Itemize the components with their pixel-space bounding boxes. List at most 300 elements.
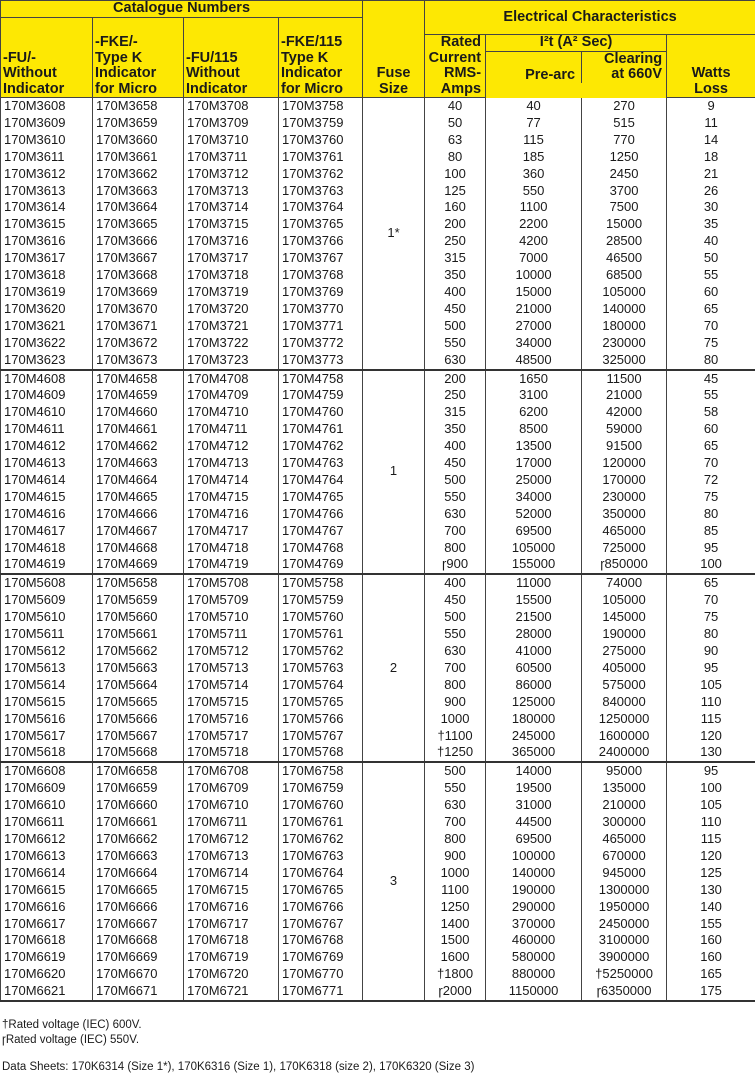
fu115-catalogue-cell: 170M4715 [184, 489, 279, 506]
fu115-catalogue-cell: 170M4719 [184, 556, 279, 574]
watts-loss-cell: 130 [667, 882, 755, 899]
fu115-catalogue-cell: 170M4716 [184, 506, 279, 523]
clearing-cell: 3100000 [582, 932, 667, 949]
pre-arc-cell: 4200 [486, 233, 582, 250]
fu-catalogue-cell: 170M4612 [1, 438, 93, 455]
fke-catalogue-cell: 170M5664 [93, 677, 184, 694]
table-row [1, 574, 755, 592]
fke115-catalogue-cell: 170M3758 [279, 98, 363, 115]
fke-catalogue-cell: 170M5665 [93, 694, 184, 711]
pre-arc-cell: 13500 [486, 438, 582, 455]
clearing-cell: 91500 [582, 438, 667, 455]
i2t-title: I²t (A² Sec) [486, 35, 666, 52]
rated-current-cell: 450 [425, 592, 486, 609]
fu115-catalogue-cell: 170M3712 [184, 166, 279, 183]
fke115-catalogue-cell: 170M6771 [279, 983, 363, 1001]
fu115-catalogue-cell: 170M5716 [184, 711, 279, 728]
fu115-catalogue-cell: 170M6716 [184, 899, 279, 916]
watts-loss-cell: 95 [667, 540, 755, 557]
fke115-catalogue-cell: 170M4758 [279, 370, 363, 388]
pre-arc-cell: 52000 [486, 506, 582, 523]
clearing-cell: 230000 [582, 489, 667, 506]
rated-current-cell: 550 [425, 626, 486, 643]
fu-catalogue-cell: 170M6616 [1, 899, 93, 916]
rated-current-cell: 700 [425, 523, 486, 540]
fke-catalogue-cell: 170M6662 [93, 831, 184, 848]
watts-loss-cell: 80 [667, 506, 755, 523]
rated-current-cell: 1100 [425, 882, 486, 899]
pre-arc-cell: 2200 [486, 216, 582, 233]
pre-arc-cell: 155000 [486, 556, 582, 574]
fke-catalogue-cell: 170M5666 [93, 711, 184, 728]
fke-catalogue-cell: 170M3663 [93, 183, 184, 200]
fu-catalogue-cell: 170M3611 [1, 149, 93, 166]
fu115-catalogue-cell: 170M6718 [184, 932, 279, 949]
fu115-catalogue-cell: 170M5708 [184, 574, 279, 592]
pre-arc-heading: Pre-arc [486, 52, 582, 84]
fu115-catalogue-cell: 170M6710 [184, 797, 279, 814]
rated-current-cell: 40 [425, 98, 486, 115]
fke-catalogue-cell: 170M3672 [93, 335, 184, 352]
fke115-catalogue-cell: 170M5758 [279, 574, 363, 592]
fke-catalogue-cell: 170M5659 [93, 592, 184, 609]
fke115-catalogue-cell: 170M3759 [279, 115, 363, 132]
fke-catalogue-cell: 170M3666 [93, 233, 184, 250]
fu115-catalogue-cell: 170M3711 [184, 149, 279, 166]
fke-catalogue-cell: 170M5668 [93, 744, 184, 762]
clearing-cell: ɼ850000 [582, 556, 667, 574]
fu115-catalogue-cell: 170M3716 [184, 233, 279, 250]
pre-arc-cell: 69500 [486, 831, 582, 848]
fu115-catalogue-cell: 170M6721 [184, 983, 279, 1001]
pre-arc-cell: 360 [486, 166, 582, 183]
fke115-catalogue-cell: 170M6763 [279, 848, 363, 865]
watts-loss-cell: 105 [667, 797, 755, 814]
pre-arc-cell: 21000 [486, 301, 582, 318]
rated-current-cell: 400 [425, 574, 486, 592]
fu-catalogue-cell: 170M3614 [1, 199, 93, 216]
fu115-catalogue-cell: 170M3715 [184, 216, 279, 233]
fu-catalogue-cell: 170M6614 [1, 865, 93, 882]
clearing-cell: 465000 [582, 831, 667, 848]
fu-catalogue-cell: 170M6619 [1, 949, 93, 966]
fu115-catalogue-cell: 170M6717 [184, 916, 279, 933]
clearing-cell: 180000 [582, 318, 667, 335]
fu115-catalogue-cell: 170M4717 [184, 523, 279, 540]
rated-current-cell: 1250 [425, 899, 486, 916]
clearing-cell: 210000 [582, 797, 667, 814]
pre-arc-cell: 21500 [486, 609, 582, 626]
fuse-size-group [1, 762, 755, 1001]
pre-arc-cell: 190000 [486, 882, 582, 899]
fu115-catalogue-cell: 170M6713 [184, 848, 279, 865]
watts-loss-cell: 75 [667, 335, 755, 352]
pre-arc-cell: 1150000 [486, 983, 582, 1001]
fke115-catalogue-cell: 170M4768 [279, 540, 363, 557]
watts-loss-cell: 9 [667, 98, 755, 115]
watts-loss-cell: 140 [667, 899, 755, 916]
rated-current-cell: 315 [425, 404, 486, 421]
fu-catalogue-cell: 170M5616 [1, 711, 93, 728]
rated-current-cell: 900 [425, 694, 486, 711]
fke115-catalogue-cell: 170M6758 [279, 762, 363, 780]
fke-catalogue-cell: 170M5667 [93, 728, 184, 745]
fu115-catalogue-cell: 170M3721 [184, 318, 279, 335]
fke115-catalogue-cell: 170M3761 [279, 149, 363, 166]
clearing-cell: 145000 [582, 609, 667, 626]
fu115-catalogue-cell: 170M5712 [184, 643, 279, 660]
rated-current-cell: 200 [425, 216, 486, 233]
rated-current-cell: 250 [425, 233, 486, 250]
fu115-catalogue-cell: 170M3710 [184, 132, 279, 149]
fu115-catalogue-cell: 170M6712 [184, 831, 279, 848]
watts-loss-cell: 80 [667, 352, 755, 370]
fke-catalogue-cell: 170M4668 [93, 540, 184, 557]
clearing-cell: 170000 [582, 472, 667, 489]
rated-current-cell: 630 [425, 506, 486, 523]
rated-current-cell: 800 [425, 677, 486, 694]
watts-loss-cell: 75 [667, 489, 755, 506]
clearing-cell: 120000 [582, 455, 667, 472]
fke-catalogue-cell: 170M6670 [93, 966, 184, 983]
pre-arc-cell: 41000 [486, 643, 582, 660]
fke115-catalogue-cell: 170M5764 [279, 677, 363, 694]
clearing-cell: 1300000 [582, 882, 667, 899]
watts-loss-cell: 60 [667, 421, 755, 438]
watts-loss-cell: 85 [667, 523, 755, 540]
fu-catalogue-cell: 170M5609 [1, 592, 93, 609]
fu-without-indicator-heading: -FU/- Without Indicator [1, 18, 93, 98]
fu115-catalogue-cell: 170M3708 [184, 98, 279, 115]
pre-arc-cell: 365000 [486, 744, 582, 762]
pre-arc-cell: 1650 [486, 370, 582, 388]
fu-catalogue-cell: 170M4618 [1, 540, 93, 557]
rated-current-cell: 80 [425, 149, 486, 166]
pre-arc-cell: 290000 [486, 899, 582, 916]
fu115-catalogue-cell: 170M5718 [184, 744, 279, 762]
fke-catalogue-cell: 170M3673 [93, 352, 184, 370]
fu-catalogue-cell: 170M5611 [1, 626, 93, 643]
clearing-cell: 770 [582, 132, 667, 149]
watts-loss-cell: 160 [667, 932, 755, 949]
clearing-cell: 725000 [582, 540, 667, 557]
pre-arc-cell: 34000 [486, 489, 582, 506]
fke115-catalogue-cell: 170M5759 [279, 592, 363, 609]
table-row [1, 370, 755, 388]
watts-loss-cell: 155 [667, 916, 755, 933]
fu115-catalogue-cell: 170M5717 [184, 728, 279, 745]
clearing-cell: 230000 [582, 335, 667, 352]
pre-arc-cell: 180000 [486, 711, 582, 728]
fke-catalogue-cell: 170M3665 [93, 216, 184, 233]
clearing-cell: 515 [582, 115, 667, 132]
rated-current-cell: 500 [425, 318, 486, 335]
fu-catalogue-cell: 170M3619 [1, 284, 93, 301]
rated-current-cell: 1000 [425, 711, 486, 728]
pre-arc-cell: 77 [486, 115, 582, 132]
fu-catalogue-cell: 170M3623 [1, 352, 93, 370]
fu-catalogue-cell: 170M5618 [1, 744, 93, 762]
fke115-catalogue-cell: 170M6767 [279, 916, 363, 933]
fke115-type-k-heading: -FKE/115 Type K Indicator for Micro [279, 18, 363, 98]
fu-catalogue-cell: 170M3615 [1, 216, 93, 233]
clearing-cell: 575000 [582, 677, 667, 694]
fu-catalogue-cell: 170M4609 [1, 387, 93, 404]
clearing-cell: 840000 [582, 694, 667, 711]
fu115-catalogue-cell: 170M4713 [184, 455, 279, 472]
i2t-heading [486, 35, 667, 98]
clearing-heading: Clearing at 660V [604, 50, 663, 82]
clearing-cell: 3700 [582, 183, 667, 200]
clearing-cell: 2450000 [582, 916, 667, 933]
fu-catalogue-cell: 170M3610 [1, 132, 93, 149]
clearing-cell: 350000 [582, 506, 667, 523]
fu115-catalogue-cell: 170M4714 [184, 472, 279, 489]
clearing-cell: 275000 [582, 643, 667, 660]
clearing-cell: 405000 [582, 660, 667, 677]
pre-arc-cell: 460000 [486, 932, 582, 949]
rated-current-cell: 550 [425, 489, 486, 506]
rated-current-cell: 500 [425, 609, 486, 626]
rated-current-cell: 315 [425, 250, 486, 267]
watts-loss-cell: 65 [667, 574, 755, 592]
fke-catalogue-cell: 170M4663 [93, 455, 184, 472]
fke-catalogue-cell: 170M3661 [93, 149, 184, 166]
clearing-cell: 21000 [582, 387, 667, 404]
fu115-catalogue-cell: 170M5715 [184, 694, 279, 711]
watts-loss-cell: 60 [667, 284, 755, 301]
fu-catalogue-cell: 170M4619 [1, 556, 93, 574]
clearing-cell: 3900000 [582, 949, 667, 966]
fu115-catalogue-cell: 170M6709 [184, 780, 279, 797]
fke115-catalogue-cell: 170M4769 [279, 556, 363, 574]
fu115-catalogue-cell: 170M3722 [184, 335, 279, 352]
table-row [1, 762, 755, 780]
fke-catalogue-cell: 170M6661 [93, 814, 184, 831]
rated-current-cell: 400 [425, 284, 486, 301]
fke115-catalogue-cell: 170M6766 [279, 899, 363, 916]
pre-arc-cell: 15500 [486, 592, 582, 609]
pre-arc-cell: 25000 [486, 472, 582, 489]
pre-arc-cell: 550 [486, 183, 582, 200]
clearing-cell: 140000 [582, 301, 667, 318]
fke-catalogue-cell: 170M6658 [93, 762, 184, 780]
fke-catalogue-cell: 170M6659 [93, 780, 184, 797]
pre-arc-cell: 19500 [486, 780, 582, 797]
watts-loss-cell: 105 [667, 677, 755, 694]
fu115-catalogue-cell: 170M6720 [184, 966, 279, 983]
fke115-catalogue-cell: 170M5763 [279, 660, 363, 677]
note-dagger: †Rated voltage (IEC) 600V. [2, 1019, 142, 1032]
clearing-cell: 945000 [582, 865, 667, 882]
fu115-catalogue-cell: 170M5709 [184, 592, 279, 609]
rated-current-cell: 200 [425, 370, 486, 388]
rated-current-cell: 450 [425, 301, 486, 318]
fke-catalogue-cell: 170M3662 [93, 166, 184, 183]
fu-catalogue-cell: 170M4608 [1, 370, 93, 388]
pre-arc-cell: 140000 [486, 865, 582, 882]
watts-loss-cell: 40 [667, 233, 755, 250]
rated-current-cell: 550 [425, 335, 486, 352]
fke-catalogue-cell: 170M4661 [93, 421, 184, 438]
fke115-catalogue-cell: 170M4759 [279, 387, 363, 404]
fu115-catalogue-cell: 170M4708 [184, 370, 279, 388]
rated-current-cell: 900 [425, 848, 486, 865]
rated-current-cell: 1000 [425, 865, 486, 882]
fke115-catalogue-cell: 170M3768 [279, 267, 363, 284]
fu-catalogue-cell: 170M3616 [1, 233, 93, 250]
fke115-catalogue-cell: 170M6761 [279, 814, 363, 831]
rated-current-cell: 630 [425, 797, 486, 814]
fke115-catalogue-cell: 170M3762 [279, 166, 363, 183]
rated-current-cell: 630 [425, 643, 486, 660]
fke115-catalogue-cell: 170M4763 [279, 455, 363, 472]
fke-catalogue-cell: 170M6667 [93, 916, 184, 933]
fke-catalogue-cell: 170M3664 [93, 199, 184, 216]
pre-arc-cell: 28000 [486, 626, 582, 643]
pre-arc-cell: 580000 [486, 949, 582, 966]
fu-catalogue-cell: 170M4617 [1, 523, 93, 540]
rated-current-cell: 50 [425, 115, 486, 132]
watts-loss-cell: 70 [667, 318, 755, 335]
watts-loss-cell: 18 [667, 149, 755, 166]
clearing-cell: 1600000 [582, 728, 667, 745]
fke115-catalogue-cell: 170M3767 [279, 250, 363, 267]
fu-catalogue-cell: 170M6620 [1, 966, 93, 983]
fke115-catalogue-cell: 170M6768 [279, 932, 363, 949]
fu-catalogue-cell: 170M3613 [1, 183, 93, 200]
fke-catalogue-cell: 170M5662 [93, 643, 184, 660]
fu115-catalogue-cell: 170M3720 [184, 301, 279, 318]
fke-catalogue-cell: 170M3659 [93, 115, 184, 132]
fu-catalogue-cell: 170M6618 [1, 932, 93, 949]
fke115-catalogue-cell: 170M3770 [279, 301, 363, 318]
note-r-mark: ɼRated voltage (IEC) 550V. [2, 1033, 140, 1046]
fu-catalogue-cell: 170M5615 [1, 694, 93, 711]
fke-catalogue-cell: 170M6660 [93, 797, 184, 814]
fu-catalogue-cell: 170M6615 [1, 882, 93, 899]
clearing-cell: 95000 [582, 762, 667, 780]
watts-loss-cell: 35 [667, 216, 755, 233]
rated-current-cell: 160 [425, 199, 486, 216]
fu115-catalogue-cell: 170M6711 [184, 814, 279, 831]
clearing-cell: 7500 [582, 199, 667, 216]
pre-arc-cell: 34000 [486, 335, 582, 352]
clearing-cell: 1250 [582, 149, 667, 166]
pre-arc-cell: 115 [486, 132, 582, 149]
fu-catalogue-cell: 170M3608 [1, 98, 93, 115]
fke115-catalogue-cell: 170M3764 [279, 199, 363, 216]
clearing-cell: 670000 [582, 848, 667, 865]
fu-catalogue-cell: 170M3612 [1, 166, 93, 183]
fu-catalogue-cell: 170M6612 [1, 831, 93, 848]
fke-catalogue-cell: 170M3668 [93, 267, 184, 284]
fu115-catalogue-cell: 170M4718 [184, 540, 279, 557]
fke115-catalogue-cell: 170M3765 [279, 216, 363, 233]
fke115-catalogue-cell: 170M6760 [279, 797, 363, 814]
clearing-cell: 190000 [582, 626, 667, 643]
fke-catalogue-cell: 170M6666 [93, 899, 184, 916]
fu-catalogue-cell: 170M6608 [1, 762, 93, 780]
rated-current-cell: 250 [425, 387, 486, 404]
pre-arc-cell: 245000 [486, 728, 582, 745]
fke-catalogue-cell: 170M3660 [93, 132, 184, 149]
fke-catalogue-cell: 170M5663 [93, 660, 184, 677]
table-header [1, 1, 755, 98]
fke115-catalogue-cell: 170M4765 [279, 489, 363, 506]
fke-catalogue-cell: 170M6663 [93, 848, 184, 865]
clearing-cell: 1250000 [582, 711, 667, 728]
rated-current-cell: 350 [425, 421, 486, 438]
pre-arc-cell: 370000 [486, 916, 582, 933]
pre-arc-cell: 60500 [486, 660, 582, 677]
fu-catalogue-cell: 170M5613 [1, 660, 93, 677]
fu-catalogue-cell: 170M3609 [1, 115, 93, 132]
rated-current-cell: 500 [425, 762, 486, 780]
fu115-catalogue-cell: 170M3709 [184, 115, 279, 132]
pre-arc-cell: 3100 [486, 387, 582, 404]
clearing-cell: 46500 [582, 250, 667, 267]
pre-arc-cell: 11000 [486, 574, 582, 592]
watts-loss-cell: 65 [667, 438, 755, 455]
fke115-catalogue-cell: 170M3772 [279, 335, 363, 352]
watts-loss-cell: 165 [667, 966, 755, 983]
fu115-catalogue-cell: 170M6708 [184, 762, 279, 780]
pre-arc-cell: 185 [486, 149, 582, 166]
fu-catalogue-cell: 170M6621 [1, 983, 93, 1001]
watts-loss-cell: 120 [667, 728, 755, 745]
watts-loss-cell: 95 [667, 660, 755, 677]
table-row [1, 98, 755, 115]
fke115-catalogue-cell: 170M5766 [279, 711, 363, 728]
watts-loss-cell: 110 [667, 814, 755, 831]
fke115-catalogue-cell: 170M4764 [279, 472, 363, 489]
fke115-catalogue-cell: 170M6762 [279, 831, 363, 848]
fke115-catalogue-cell: 170M4762 [279, 438, 363, 455]
fu115-without-indicator-heading: -FU/115 Without Indicator [184, 18, 279, 98]
clearing-cell: 42000 [582, 404, 667, 421]
pre-arc-cell: 15000 [486, 284, 582, 301]
fu115-catalogue-cell: 170M6714 [184, 865, 279, 882]
fu115-catalogue-cell: 170M5711 [184, 626, 279, 643]
fu-catalogue-cell: 170M5610 [1, 609, 93, 626]
fke115-catalogue-cell: 170M3766 [279, 233, 363, 250]
clearing-cell: ɼ6350000 [582, 983, 667, 1001]
fu-catalogue-cell: 170M3622 [1, 335, 93, 352]
fke-catalogue-cell: 170M3671 [93, 318, 184, 335]
fuse-size-cell: 2 [363, 574, 425, 762]
fke115-catalogue-cell: 170M3763 [279, 183, 363, 200]
pre-arc-cell: 6200 [486, 404, 582, 421]
fu115-catalogue-cell: 170M6719 [184, 949, 279, 966]
watts-loss-cell: 75 [667, 609, 755, 626]
fke-catalogue-cell: 170M5660 [93, 609, 184, 626]
watts-loss-cell: 50 [667, 250, 755, 267]
rated-current-cell: 800 [425, 540, 486, 557]
fu115-catalogue-cell: 170M3719 [184, 284, 279, 301]
fke-catalogue-cell: 170M5658 [93, 574, 184, 592]
pre-arc-cell: 40 [486, 98, 582, 115]
fke-catalogue-cell: 170M6669 [93, 949, 184, 966]
datasheets-line: Data Sheets: 170K6314 (Size 1*), 170K6316 (Size 1), 170K6318 (size 2), 170K6320 (Size 3) [2, 1061, 475, 1074]
fu-catalogue-cell: 170M4616 [1, 506, 93, 523]
fuse-size-group [1, 574, 755, 762]
fke115-catalogue-cell: 170M3769 [279, 284, 363, 301]
clearing-cell: 325000 [582, 352, 667, 370]
rated-current-cell: †1250 [425, 744, 486, 762]
rated-current-cell: 700 [425, 660, 486, 677]
fu115-catalogue-cell: 170M4711 [184, 421, 279, 438]
